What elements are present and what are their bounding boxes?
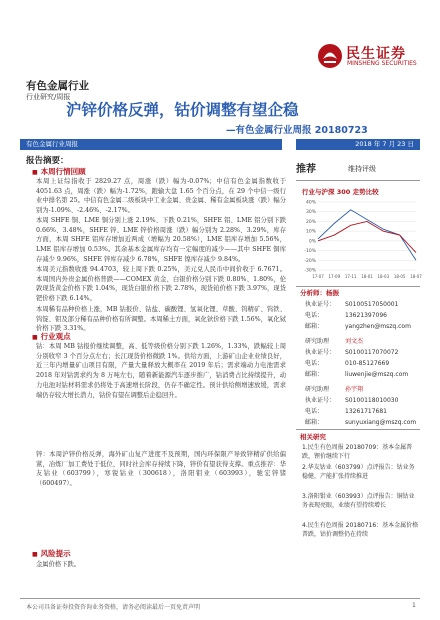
- logo-english-name: MINSHENG SECURITIES: [347, 60, 417, 67]
- x-tick-label: 18-07: [410, 274, 422, 279]
- date-banner: [296, 139, 420, 150]
- cert-number: S0100118010030: [345, 397, 399, 404]
- paragraph: 本周 SHFE 铜、LME 铜分别上涨 2.19%、下跌 0.21%，SHFE 铝、LME 铝分别下跌 0.66%、3.48%，SHFE 锌、LME 锌价格周涨（跌）幅分别为 2.28%、3.29%，库存方面，本周 SHFE 铝库存增加近两成（增幅为 20.58%），LME 铝库存增加 5.56%，LME 铝库存增加 0.53%。其余基本金属库存均有一定幅度的减少——其中 SHFE 铜库存减少 9.96%，SHFE 锌库存减少 6.78%，SHFE 镍库存减少 9.84%。: [36, 217, 286, 263]
- paragraph: 金属价格下跌。: [36, 561, 81, 568]
- assistant-role: [305, 384, 363, 393]
- report-type: 行业研究/周报: [26, 93, 71, 101]
- assistant-name: 刘文杰: [345, 338, 364, 345]
- y-tick-label: -20%: [304, 258, 316, 264]
- section-title-market-review: ■ 本周行情回顾: [32, 166, 86, 177]
- x-tick-label: 18-05: [393, 274, 406, 279]
- rating-value: 维持评级: [348, 165, 376, 173]
- company-logo: [316, 40, 426, 72]
- email-link[interactable]: sunyuxiang@mszq.com: [345, 419, 417, 426]
- paragraph: 本周稀有品种价格上涨，MB 钴报价、钴盐、碳酸锂、氢氧化锂、草酸、钨精矿、钨铁、钨锭、钼及部分稀有品种价格有所调整。本周稀土方面，氧化钬价格下跌 1.56%，氧化铽价格下跌 3.31%。: [36, 306, 286, 333]
- label: 电话：: [305, 408, 324, 415]
- y-tick-label: 20%: [305, 219, 316, 225]
- footer-disclaimer: 本公司具备证券投资咨询业务资格，请务必阅读最后一页免责声明: [26, 604, 201, 611]
- role: 研究助理: [305, 338, 330, 345]
- assistant-role: [305, 336, 363, 345]
- report-banner: [20, 139, 282, 150]
- assistant-name: 孙宇翔: [345, 386, 364, 393]
- divider: [296, 286, 420, 287]
- label: 电话：: [305, 312, 324, 319]
- y-tick-label: 30%: [305, 210, 316, 216]
- footer-divider: [20, 598, 420, 599]
- x-tick-label: 18-01: [361, 274, 373, 279]
- x-tick-label: 17-09: [328, 274, 341, 279]
- label: 电话：: [305, 360, 324, 367]
- assistant-phone: [305, 406, 387, 415]
- cert-number: S0100117070072: [345, 349, 399, 356]
- phone-number: 010-85127669: [345, 360, 390, 367]
- label: 执业证号：: [305, 301, 336, 308]
- email-link[interactable]: liuwenjie@mszq.com: [345, 371, 409, 378]
- assistant-cert: [305, 347, 398, 356]
- label: 执业证号：: [305, 397, 336, 404]
- report-title: 沪锌价格反弹，钴价调整有望企稳: [66, 101, 299, 119]
- assistant-phone: [305, 358, 389, 367]
- label: 邮箱：: [305, 323, 324, 330]
- logo-chinese-name: 民生证券: [346, 46, 406, 62]
- industry-name: 有色金属行业: [26, 80, 89, 92]
- label: 邮箱：: [305, 419, 324, 426]
- email-link[interactable]: yangzhen@mszq.com: [345, 323, 411, 330]
- banner-label: 有色金属行业周报: [26, 140, 78, 148]
- x-tick-label: 18-03: [377, 274, 390, 279]
- paragraph: 钴：本周 MB 钴报价继续调整，高、低等级价格分别下跌 1.26%，1.33%，跌幅较上周分别收窄 3 个百分点左右；长江现货价格微跌 1%。供给方面，上游矿山企业业绩良好，近三年内增量矿山项目有限，产量大量释放大概率在 2019 年后；需求端动力电池需求 2018 年对钴需求约为 8 万吨左右，随着新能源汽车逐步推广，钴消费占比持续提升，动力电池对钴材料需求仍将处于高速增长阶段，仍存不确定性。预计供给侧增速放缓，需求端仍存较大增长潜力，钴价有望在调整后企稳回升。: [36, 343, 286, 399]
- series-line: [318, 221, 416, 252]
- y-tick-label: -10%: [304, 249, 316, 255]
- divider: [296, 429, 420, 430]
- cert-number: S0100517050001: [345, 301, 399, 308]
- section-title-industry-view: ■ 行业观点: [32, 331, 71, 342]
- summary-heading: 报告摘要：: [26, 156, 69, 166]
- chart-title: 行业与沪深 300 走势比较: [302, 188, 379, 196]
- paragraph: 锌：本周沪锌价格反弹，海外矿山复产进度不及预期，国内环保限产导致锌精矿供给偏紧，冶炼厂加工费处于低位，同时社会库存持续下降，锌价有望获得支撑。重点推荐：华友钴业（603799），寒锐钴业（300618），洛阳钼业（603993），驰宏锌锗（600497）。: [36, 451, 286, 488]
- y-tick-label: -30%: [304, 268, 316, 274]
- related-item[interactable]: 1.民生有色周报 20180709：基本金属普跌，锂价继续下行: [302, 444, 413, 461]
- analyst-cert: [305, 299, 398, 308]
- paragraph: 本周美元指数收涨 94.4703，较上周下跌 0.25%，美元兑人民币中间价收于 6.7671。本周国内外贵金属价格普跌——COMEX 黄金、白银价格分别下跌 0.80%、1.80%，伦敦现货黄金价格下跌 1.04%，现货白银价格下跌 2.78%，现货铂价格下跌 3.97%，现货钯价格下跌 6.14%。: [36, 266, 286, 303]
- label: 执业证号：: [305, 349, 336, 356]
- assistant-cert: [305, 395, 398, 404]
- y-tick-label: 0%: [308, 239, 316, 245]
- report-date: 2018 年 7 月 23 日: [355, 140, 414, 148]
- related-research-heading: 相关研究: [300, 433, 326, 441]
- related-item[interactable]: 3.洛阳钼业（603993）点评报告：铜钴业务表现亮眼，业绩有望持续增长: [302, 493, 415, 510]
- related-item[interactable]: 4.民生有色周报 20180716：基本金属价格普跌，钴价调整仍在持续: [302, 522, 419, 539]
- x-tick-label: 17-11: [344, 274, 357, 279]
- assistant-email[interactable]: [305, 417, 416, 426]
- paragraph: 本周上证综指收于 2829.27 点，周涨（跌）幅为-0.07%；中信有色金属指数收于 4051.63 点，周涨（跌）幅为-1.72%，跑输大盘 1.65 个百分点，在 29 个中信一级行业中排名第 25。中信有色金属二级板块中工业金属、贵金属、稀有金属板块涨（跌）幅分别为-1.09%、-2.46%、-2.17%。: [36, 178, 286, 215]
- series-line: [318, 210, 416, 261]
- trend-chart: [296, 196, 420, 284]
- page-number: 1: [412, 602, 416, 609]
- section-title-risk: ■ 风险提示: [32, 548, 71, 559]
- assistant-email[interactable]: [305, 369, 408, 378]
- phone-number: 13621397096: [345, 312, 387, 319]
- analyst-email[interactable]: [305, 321, 411, 330]
- rating-label: 推荐: [296, 164, 316, 175]
- y-tick-label: 10%: [305, 229, 316, 235]
- analyst-phone: [305, 310, 387, 319]
- minsheng-logo-icon: [316, 42, 344, 70]
- related-item[interactable]: 2.华友钴业（603799）点评报告：钴业务稳健，产能扩张持续推进: [302, 464, 415, 481]
- report-subtitle: —有色金属行业周报 20180723: [226, 125, 368, 136]
- label: 邮箱：: [305, 371, 324, 378]
- analyst-heading: 分析师：杨振: [300, 289, 339, 297]
- role: 研究助理: [305, 386, 330, 393]
- y-tick-label: 40%: [305, 200, 316, 206]
- phone-number: 13261717681: [345, 408, 387, 415]
- x-tick-label: 17-07: [312, 274, 324, 279]
- divider: [296, 180, 420, 181]
